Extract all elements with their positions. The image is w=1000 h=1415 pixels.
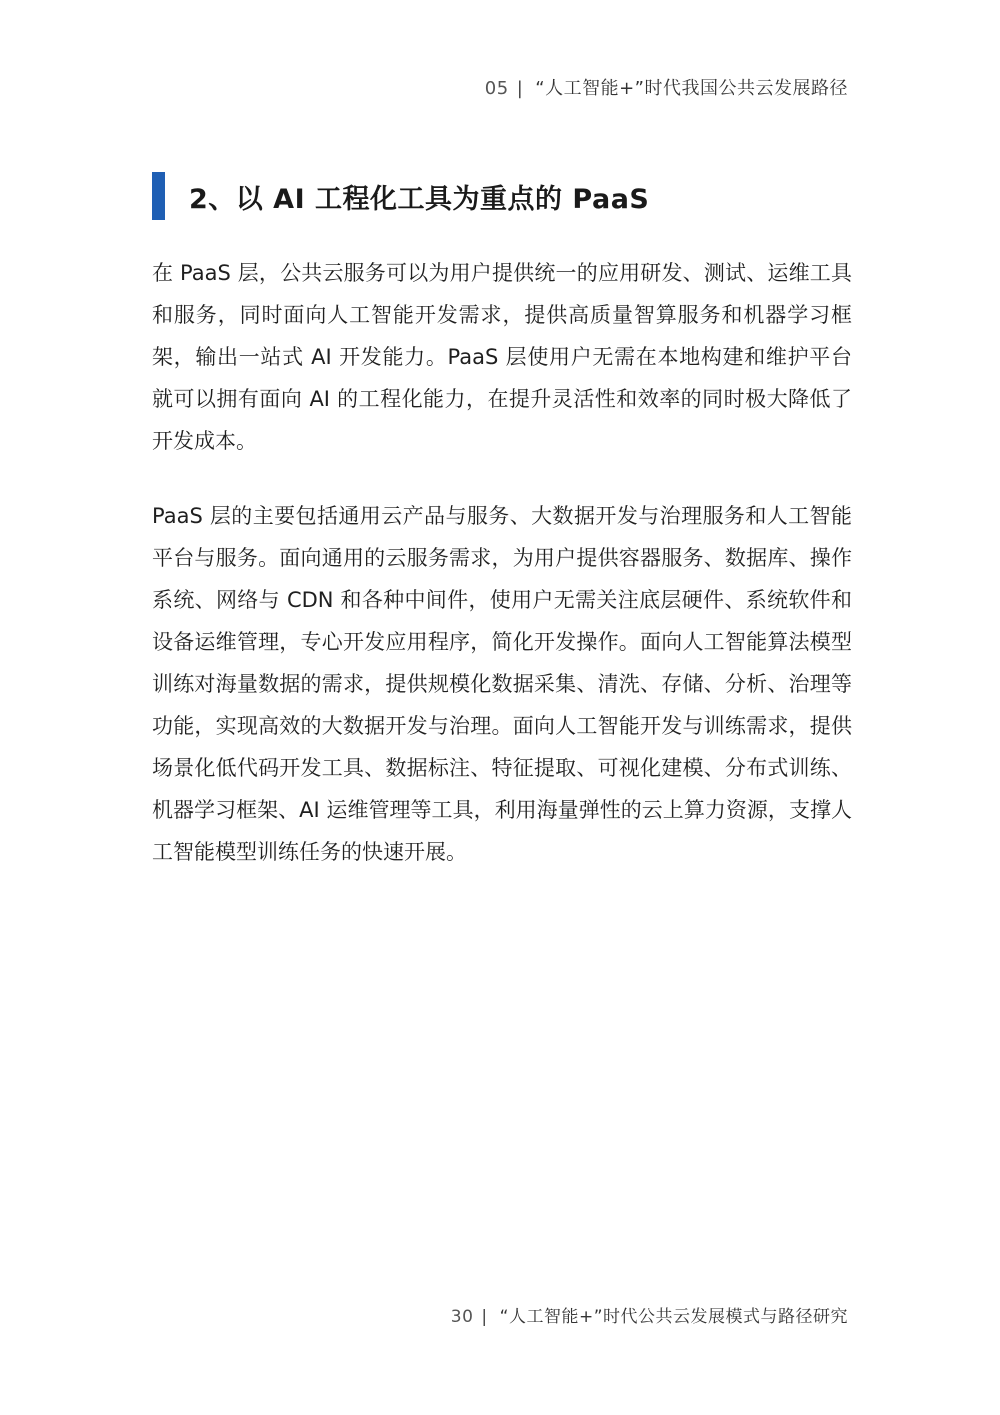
chapter-number: 05: [484, 78, 509, 99]
header-separator: |: [516, 78, 524, 99]
section-heading: [152, 172, 649, 220]
section-accent-bar: [152, 172, 165, 220]
running-footer: [451, 1302, 848, 1327]
running-header: [485, 74, 848, 100]
page-number: 30: [450, 1307, 474, 1327]
body-paragraph-1: 在 PaaS 层，公共云服务可以为用户提供统一的应用研发、测试、运维工具和服务，同时面向人工智能开发需求，提供高质量智算服务和机器学习框架，输出一站式 AI 开发能力。PaaS 层使用户无需在本地构建和维护平台就可以拥有面向 AI 的工程化能力，在提升灵活性和效率的同时极大降低了开发成本。: [152, 261, 852, 453]
body-paragraph-2: PaaS 层的主要包括通用云产品与服务、大数据开发与治理服务和人工智能平台与服务。面向通用的云服务需求，为用户提供容器服务、数据库、操作系统、网络与 CDN 和各种中间件，使用户无需关注底层硬件、系统软件和设备运维管理，专心开发应用程序，简化开发操作。面向人工智能算法模型训练对海量数据的需求，提供规模化数据采集、清洗、存储、分析、治理等功能，实现高效的大数据开发与治理。面向人工智能开发与训练需求，提供场景化低代码开发工具、数据标注、特征提取、可视化建模、分布式训练、机器学习框架、AI 运维管理等工具，利用海量弹性的云上算力资源，支撑人工智能模型训练任务的快速开展。: [152, 504, 852, 864]
chapter-title: “人工智能+”时代我国公共云发展路径: [535, 78, 848, 99]
section-title: 2、以 AI 工程化工具为重点的 PaaS: [189, 183, 650, 215]
document-title: “人工智能+”时代公共云发展模式与路径研究: [499, 1307, 848, 1327]
footer-separator: |: [481, 1307, 488, 1327]
